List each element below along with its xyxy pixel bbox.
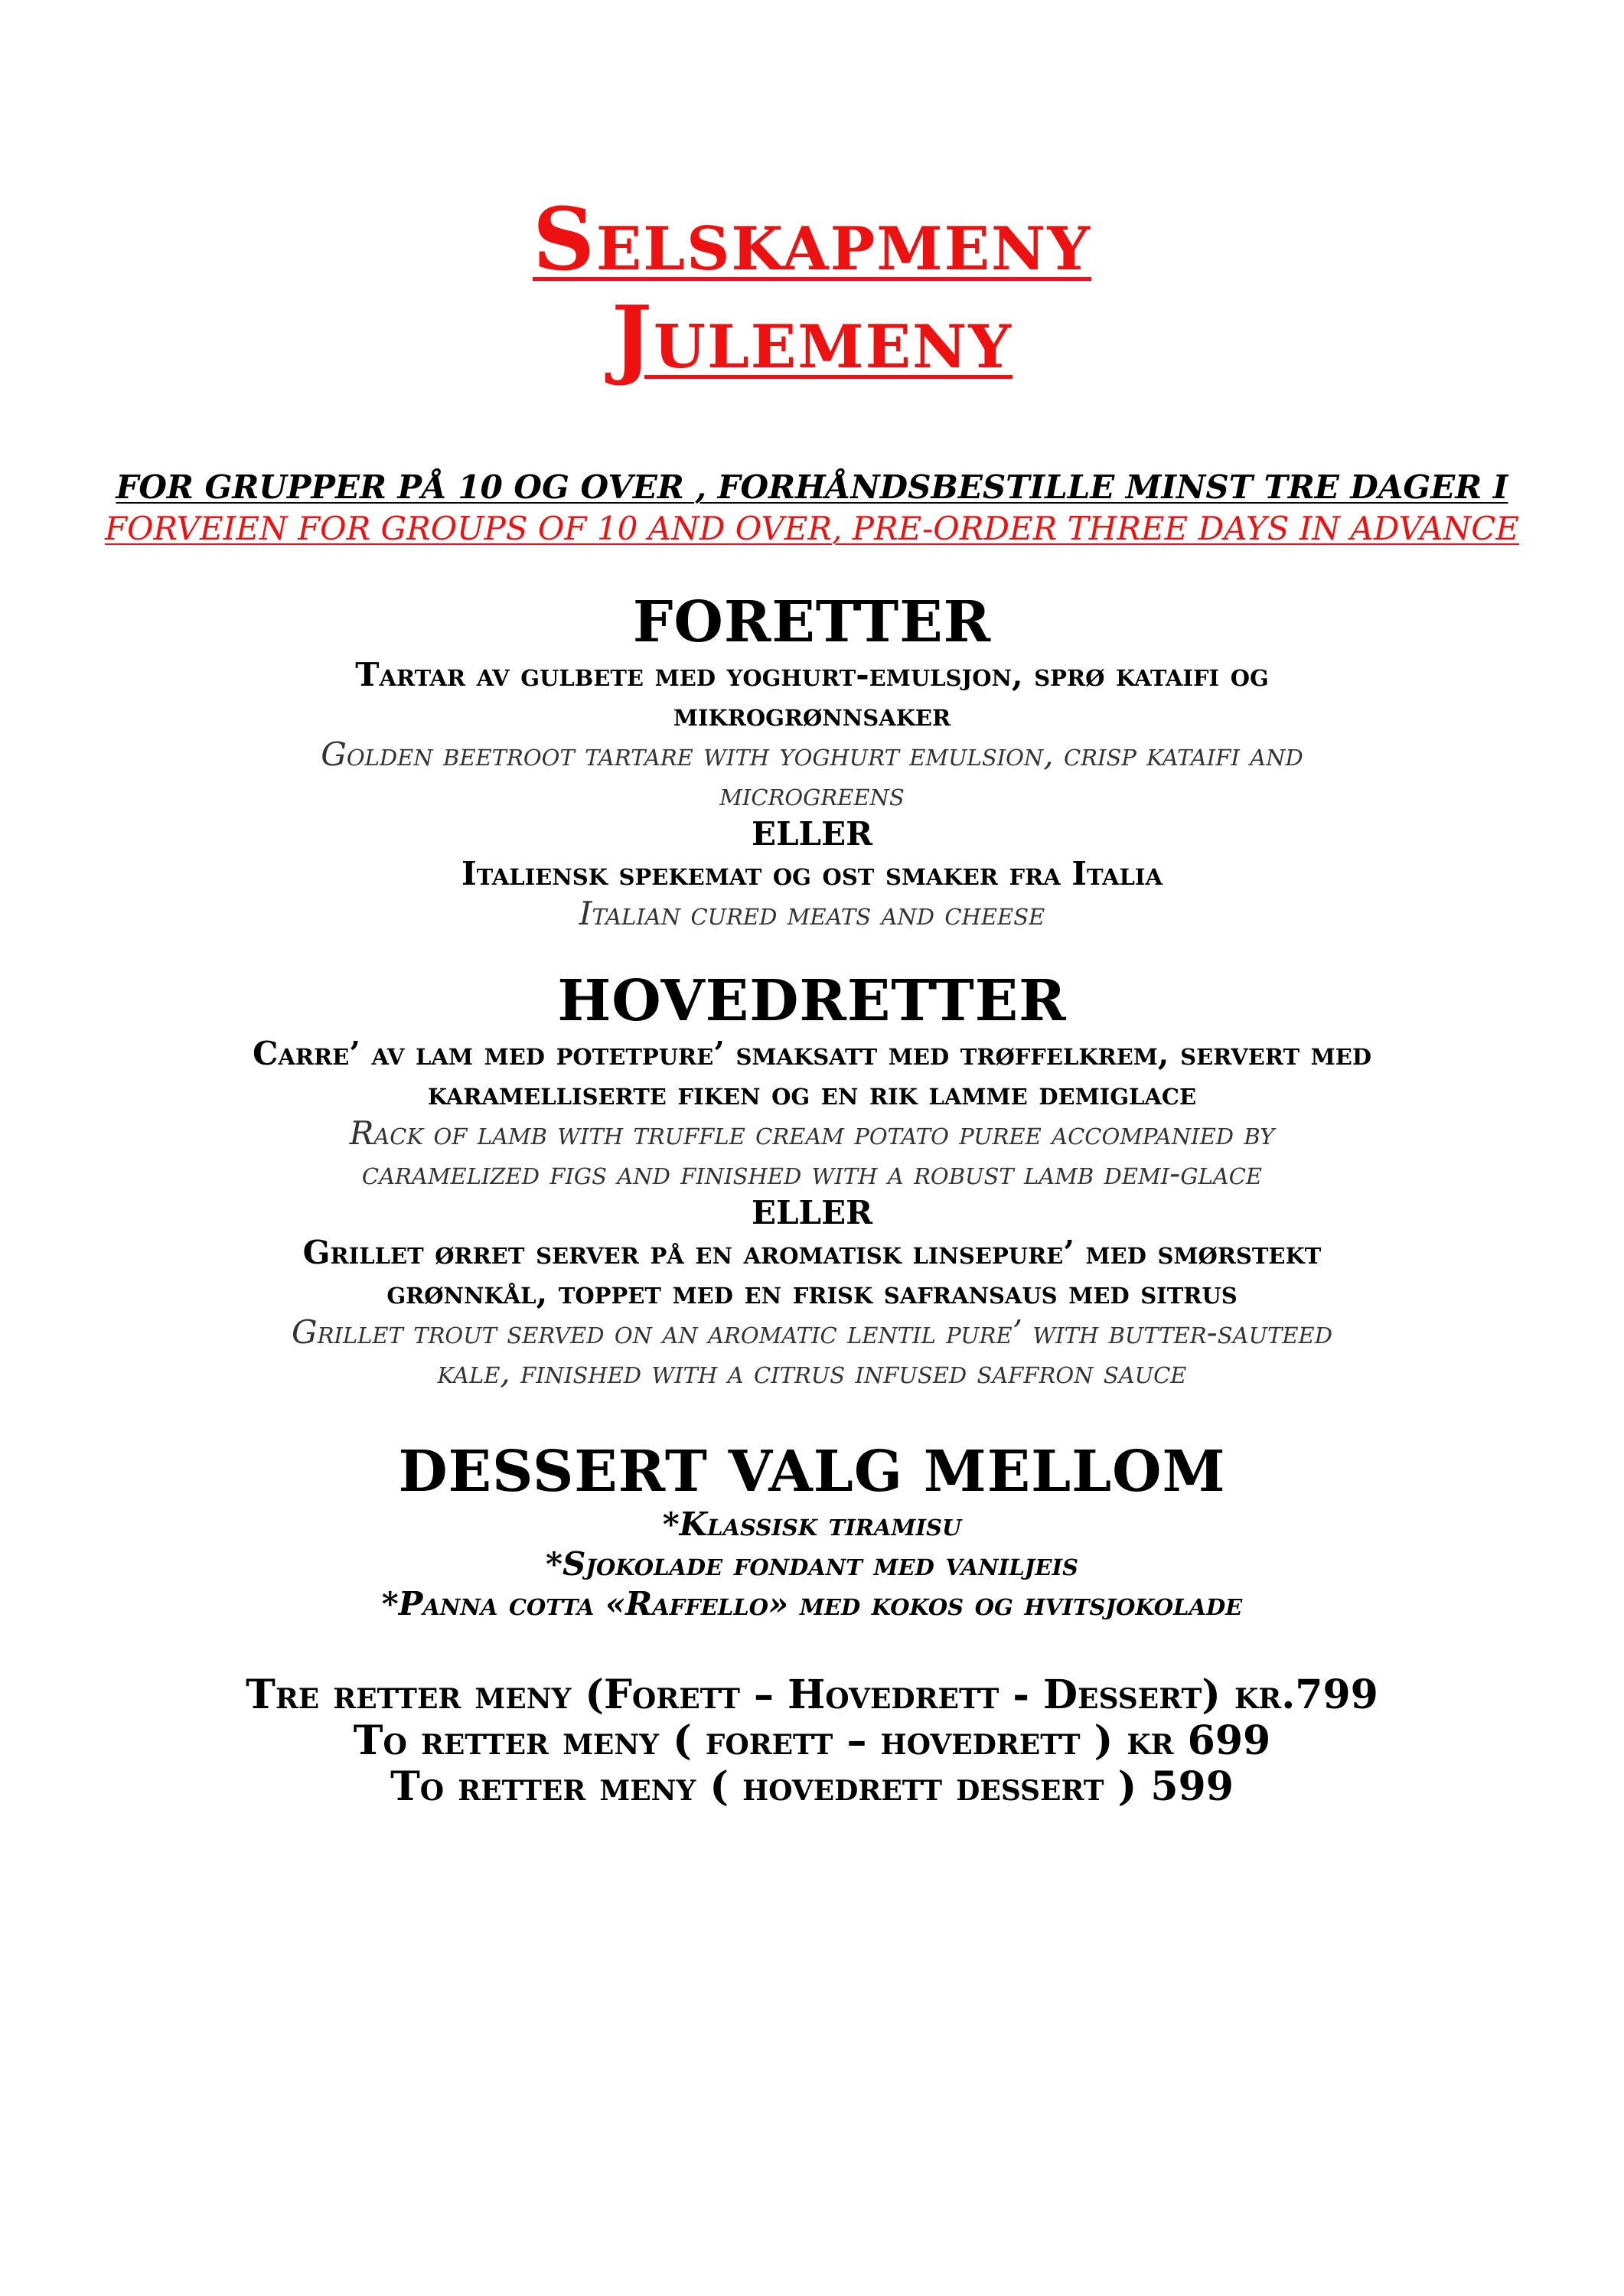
group-notice [0, 467, 1624, 550]
price-two-courses-main-dessert: To retter meny ( hovedrett dessert ) 599 [390, 1763, 1234, 1810]
main-2-norwegian-line-1: Grillet ørret server på en aromatisk linsepure’ med smørstekt [302, 1234, 1322, 1271]
mains-or: ELLER [752, 1194, 872, 1231]
price-two-courses-starter-main: To retter meny ( forett – hovedrett ) kr 699 [353, 1717, 1271, 1764]
starters-section [0, 589, 1624, 934]
price-list [0, 1672, 1624, 1810]
main-2-norwegian-line-2: grønnkål, toppet med en frisk safransaus med sitrus [386, 1274, 1238, 1311]
mains-heading: HOVEDRETTER [557, 968, 1067, 1034]
dessert-item: *Klassisk tiramisu [662, 1505, 962, 1543]
dessert-heading: DESSERT VALG MELLOM [398, 1439, 1226, 1505]
starter-2-norwegian: Italiensk spekemat og ost smaker fra Italia [461, 855, 1163, 892]
mains-section [0, 968, 1624, 1392]
starter-1-norwegian-line-1: Tartar av gulbete med yoghurt-emulsjon, sprø kataifi og [355, 656, 1269, 693]
starter-1-norwegian-line-2: mikrogrønnsaker [673, 696, 951, 733]
notice-norwegian: FOR GRUPPER PÅ 10 OG OVER , FORHÅNDSBESTILLE MINST TRE DAGER I [116, 468, 1508, 506]
starter-1-english-line-1: Golden beetroot tartare with yoghurt emulsion, crisp kataifi and [321, 735, 1303, 773]
main-1-english-line-2: caramelized figs and finished with a robust lamb demi-glace [361, 1154, 1263, 1192]
title-line-1: Selskapmeny [532, 190, 1092, 290]
main-1-norwegian-line-1: Carre’ av lam med potetpure’ smaksatt med trøffelkrem, servert med [252, 1035, 1372, 1072]
menu-title [0, 191, 1624, 387]
main-2-english-line-1: Grillet trout served on an aromatic lentil pure’ with butter-sauteed [292, 1313, 1332, 1351]
main-1-english-line-1: Rack of lamb with truffle cream potato puree accompanied by [349, 1114, 1275, 1152]
dessert-item: *Panna cotta «Raffello» med kokos og hvitsjokolade [381, 1585, 1243, 1623]
starter-2-english: Italian cured meats and cheese [579, 895, 1045, 932]
starters-or: ELLER [752, 815, 872, 853]
title-line-2: Julemeny [611, 288, 1013, 388]
starters-heading: FORETTER [632, 589, 992, 655]
starter-1-english-line-2: microgreens [719, 775, 905, 813]
dessert-section [0, 1439, 1624, 1624]
main-2-english-line-2: kale, finished with a citrus infused saffron sauce [437, 1353, 1187, 1391]
price-three-courses: Tre retter meny (Forett – Hovedrett - Dessert) kr.799 [246, 1671, 1378, 1718]
dessert-item: *Sjokolade fondant med vaniljeis [546, 1545, 1078, 1583]
main-1-norwegian-line-2: karamelliserte fiken og en rik lamme demiglace [427, 1075, 1197, 1112]
notice-english: FORVEIEN FOR GROUPS OF 10 AND OVER, PRE-ORDER THREE DAYS IN ADVANCE [104, 510, 1520, 547]
